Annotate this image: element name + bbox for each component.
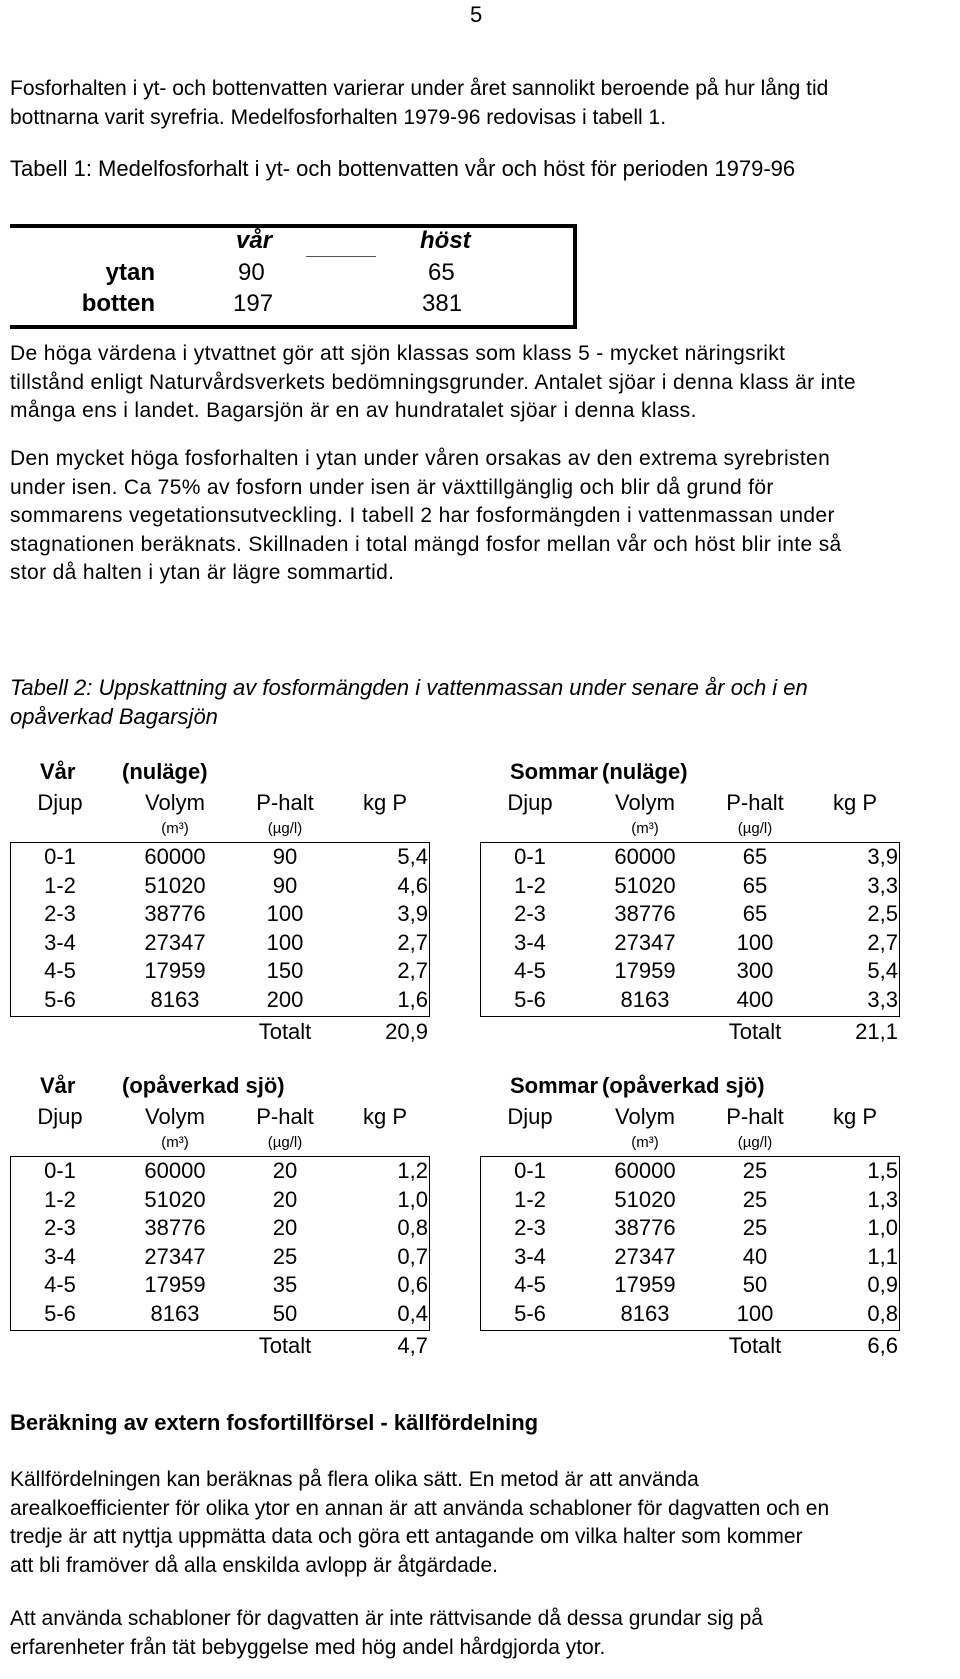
unit-label: (µg/l) xyxy=(267,1134,303,1151)
table-cell: 4,6 xyxy=(397,872,428,898)
table-cell: 2,5 xyxy=(867,901,898,926)
table1-row-label: ytan xyxy=(105,259,155,286)
text-line: Den mycket höga fosforhalten i ytan under våren orsakas av den extrema syrebristen xyxy=(10,447,831,470)
table-cell: 60000 xyxy=(144,1158,206,1183)
block-condition: (nuläge) xyxy=(122,759,208,784)
page-number: 5 xyxy=(470,2,483,27)
table-cell: 40 xyxy=(742,1243,768,1269)
column-header: kg P xyxy=(832,1104,878,1129)
total-label: Totalt xyxy=(728,1333,782,1358)
table-cell: 20 xyxy=(272,1158,298,1183)
text-line: erfarenheter från tät bebyggelse med hög andel hårdgjorda ytor. xyxy=(10,1635,606,1659)
total-label: Totalt xyxy=(258,1333,312,1358)
text-line: Att använda schabloner för dagvatten är inte rättvisande då dessa grundar sig på xyxy=(10,1607,763,1630)
table-cell: 65 xyxy=(742,872,768,898)
table-cell: 0,8 xyxy=(397,1215,428,1240)
table-cell: 1,0 xyxy=(397,1186,428,1212)
table-cell: 51020 xyxy=(614,872,676,898)
table-cell: 27347 xyxy=(614,929,676,955)
text-line: under isen. Ca 75% av fosforn under isen är växttillgänglig och blir då grund för xyxy=(10,475,774,499)
table-cell: 2,7 xyxy=(867,929,898,955)
table-cell: 0-1 xyxy=(44,1158,76,1183)
table-cell: 100 xyxy=(266,901,304,926)
table-cell: 0,8 xyxy=(867,1300,898,1326)
table-cell: 90 xyxy=(272,844,298,869)
text-line: sommarens vegetationsutveckling. I tabell 2 har fosformängden i vattenmassan under xyxy=(10,504,835,527)
table-cell: 8163 xyxy=(620,1300,670,1326)
table-cell: 35 xyxy=(272,1272,298,1297)
block-condition: (opåverkad sjö) xyxy=(602,1073,765,1098)
paragraph-stormwater xyxy=(10,1605,940,1662)
table-cell: 90 xyxy=(272,872,298,898)
table-cell: 51020 xyxy=(144,1186,206,1212)
text-line: bottnarna varit syrefria. Medelfosforhalten 1979-96 redovisas i tabell 1. xyxy=(10,105,667,129)
unit-label: (m³) xyxy=(161,1134,189,1151)
caption-line: opåverkad Bagarsjön xyxy=(10,704,218,729)
table-cell: 38776 xyxy=(614,1215,676,1240)
table-cell: 2-3 xyxy=(514,1215,546,1240)
text-line: tredje är att nyttja uppmätta data och göra ett antagande om vilka halter som kommer xyxy=(10,1525,803,1548)
total-value: 21,1 xyxy=(855,1019,898,1044)
table-cell: 3,3 xyxy=(867,986,898,1012)
block-condition: (opåverkad sjö) xyxy=(122,1073,285,1098)
table1-cell: 381 xyxy=(422,290,463,317)
table-cell: 60000 xyxy=(614,1158,676,1183)
text-line: tillstånd enligt Naturvårdsverkets bedömningsgrunder. Antalet sjöar i denna klass är inte xyxy=(10,370,856,394)
table-cell: 2,7 xyxy=(397,958,428,983)
table-cell: 50 xyxy=(742,1272,768,1297)
total-value: 4,7 xyxy=(397,1333,428,1358)
column-header: P-halt xyxy=(726,790,784,815)
table-cell: 2,7 xyxy=(397,929,428,955)
table-cell: 5,4 xyxy=(397,844,428,869)
table-cell: 1,6 xyxy=(397,986,428,1012)
table-cell: 4-5 xyxy=(44,958,76,983)
table1-caption: Tabell 1: Medelfosforhalt i yt- och bottenvatten vår och höst för perioden 1979-96 xyxy=(10,156,796,181)
table-cell: 3-4 xyxy=(514,1243,546,1269)
table-cell: 3,3 xyxy=(867,872,898,898)
table-cell: 0-1 xyxy=(514,1158,546,1183)
table-cell: 2-3 xyxy=(44,1215,76,1240)
table-cell: 38776 xyxy=(614,901,676,926)
column-header: P-halt xyxy=(256,790,314,815)
table-cell: 100 xyxy=(736,1300,774,1326)
unit-label: (m³) xyxy=(631,820,659,837)
table-cell: 4-5 xyxy=(514,1272,546,1297)
table-cell: 2-3 xyxy=(44,901,76,926)
total-label: Totalt xyxy=(728,1019,782,1044)
table-cell: 17959 xyxy=(144,958,206,983)
table-cell: 1-2 xyxy=(44,1186,76,1212)
table-cell: 65 xyxy=(742,844,768,869)
unit-label: (µg/l) xyxy=(267,820,303,837)
table-cell: 400 xyxy=(736,986,774,1012)
text-line: stor då halten i ytan är lägre sommartid. xyxy=(10,561,395,584)
column-header: kg P xyxy=(832,790,878,815)
table-cell: 150 xyxy=(266,958,304,983)
table-cell: 1-2 xyxy=(44,872,76,898)
table-cell: 8163 xyxy=(620,986,670,1012)
text-line: Fosforhalten i yt- och bottenvatten varierar under året sannolikt beroende på hur lång tid xyxy=(10,77,829,100)
total-label: Totalt xyxy=(258,1019,312,1044)
unit-label: (m³) xyxy=(631,1134,659,1151)
column-header: Djup xyxy=(507,1104,553,1129)
table-cell: 1,0 xyxy=(867,1215,898,1240)
table-cell: 3-4 xyxy=(514,929,546,955)
table-cell: 27347 xyxy=(614,1243,676,1269)
column-header: kg P xyxy=(362,1104,408,1129)
total-value: 6,6 xyxy=(867,1333,898,1358)
column-header: Volym xyxy=(145,1104,205,1129)
table-cell: 3,9 xyxy=(867,844,898,869)
table-cell: 51020 xyxy=(614,1186,676,1212)
column-header: Volym xyxy=(615,1104,675,1129)
table-cell: 0,4 xyxy=(397,1300,428,1326)
table-cell: 8163 xyxy=(150,1300,200,1326)
table1-row-label: botten xyxy=(81,290,155,317)
caption-line: Tabell 2: Uppskattning av fosformängden i vattenmassan under senare år och i en xyxy=(10,675,808,700)
table-cell: 1,2 xyxy=(397,1158,428,1183)
text-line: att bli framöver då alla enskilda avlopp är åtgärdade. xyxy=(10,1553,498,1577)
block-condition: (nuläge) xyxy=(602,759,688,784)
paragraph-source-distribution xyxy=(10,1466,940,1580)
column-header: Volym xyxy=(615,790,675,815)
table-cell: 25 xyxy=(742,1215,768,1240)
table-cell: 5-6 xyxy=(514,1300,546,1326)
table-cell: 60000 xyxy=(614,844,676,869)
table-cell: 25 xyxy=(742,1186,768,1212)
table-cell: 17959 xyxy=(614,958,676,983)
table-cell: 51020 xyxy=(144,872,206,898)
text-line: De höga värdena i ytvattnet gör att sjön klassas som klass 5 - mycket näringsrikt xyxy=(10,342,786,365)
table1-header-rule xyxy=(306,256,376,257)
table-cell: 3-4 xyxy=(44,1243,76,1269)
table-cell: 5-6 xyxy=(514,986,546,1012)
table-cell: 0-1 xyxy=(514,844,546,869)
text-line: stagnationen beräknats. Skillnaden i total mängd fosfor mellan vår och höst blir inte så xyxy=(10,532,842,556)
table-cell: 27347 xyxy=(144,1243,206,1269)
table-cell: 17959 xyxy=(614,1272,676,1297)
column-header: P-halt xyxy=(256,1104,314,1129)
block-season: Sommar xyxy=(510,759,599,784)
unit-label: (m³) xyxy=(161,820,189,837)
table-cell: 0,9 xyxy=(867,1272,898,1297)
table1-cell: 197 xyxy=(233,290,274,317)
table-cell: 38776 xyxy=(144,901,206,926)
table-cell: 38776 xyxy=(144,1215,206,1240)
table-cell: 8163 xyxy=(150,986,200,1012)
table-cell: 25 xyxy=(272,1243,298,1269)
table-cell: 27347 xyxy=(144,929,206,955)
section-heading: Beräkning av extern fosfortillförsel - källfördelning xyxy=(10,1410,539,1435)
table-cell: 50 xyxy=(272,1300,298,1326)
column-header: Djup xyxy=(37,1104,83,1129)
column-header: kg P xyxy=(362,790,408,815)
intro-paragraph xyxy=(10,75,940,132)
table-cell: 60000 xyxy=(144,844,206,869)
table-cell: 5-6 xyxy=(44,1300,76,1326)
column-header: Djup xyxy=(507,790,553,815)
table-cell: 1,3 xyxy=(867,1186,898,1212)
table-cell: 300 xyxy=(736,958,774,983)
table-cell: 5-6 xyxy=(44,986,76,1012)
table-cell: 100 xyxy=(736,929,774,955)
table-cell: 20 xyxy=(272,1186,298,1212)
table2-caption xyxy=(10,673,910,731)
table1-col-host: höst xyxy=(420,227,471,254)
table-cell: 20 xyxy=(272,1215,298,1240)
table-cell: 4-5 xyxy=(44,1272,76,1297)
text-line: Källfördelningen kan beräknas på flera olika sätt. En metod är att använda xyxy=(10,1468,699,1491)
table-cell: 0-1 xyxy=(44,844,76,869)
table-cell: 100 xyxy=(266,929,304,955)
block-season: Vår xyxy=(40,1073,76,1098)
table-cell: 17959 xyxy=(144,1272,206,1297)
block-season: Vår xyxy=(40,759,76,784)
table-cell: 0,6 xyxy=(397,1272,428,1297)
table1-cell: 65 xyxy=(428,259,455,286)
paragraph-classification xyxy=(10,340,940,426)
column-header: P-halt xyxy=(726,1104,784,1129)
total-value: 20,9 xyxy=(385,1019,428,1044)
table-cell: 1-2 xyxy=(514,1186,546,1212)
table-cell: 5,4 xyxy=(867,958,898,983)
text-line: arealkoefficienter för olika ytor en annan är att använda schabloner för dagvatten och en xyxy=(10,1496,830,1520)
text-line: många ens i landet. Bagarsjön är en av hundratalet sjöar i denna klass. xyxy=(10,399,697,422)
table-cell: 25 xyxy=(742,1158,768,1183)
table-cell: 200 xyxy=(266,986,304,1012)
table1-cell: 90 xyxy=(238,259,265,286)
unit-label: (µg/l) xyxy=(737,820,773,837)
table-cell: 4-5 xyxy=(514,958,546,983)
table-cell: 2-3 xyxy=(514,901,546,926)
column-header: Volym xyxy=(145,790,205,815)
table-cell: 3,9 xyxy=(397,901,428,926)
table-cell: 0,7 xyxy=(397,1243,428,1269)
column-header: Djup xyxy=(37,790,83,815)
paragraph-phosphorus xyxy=(10,445,940,588)
table-cell: 1,1 xyxy=(867,1243,898,1269)
table-cell: 1,5 xyxy=(867,1158,898,1183)
block-season: Sommar xyxy=(510,1073,599,1098)
table1-col-var: vår xyxy=(236,227,273,254)
unit-label: (µg/l) xyxy=(737,1134,773,1151)
table-cell: 1-2 xyxy=(514,872,546,898)
table-cell: 65 xyxy=(742,901,768,926)
table-cell: 3-4 xyxy=(44,929,76,955)
